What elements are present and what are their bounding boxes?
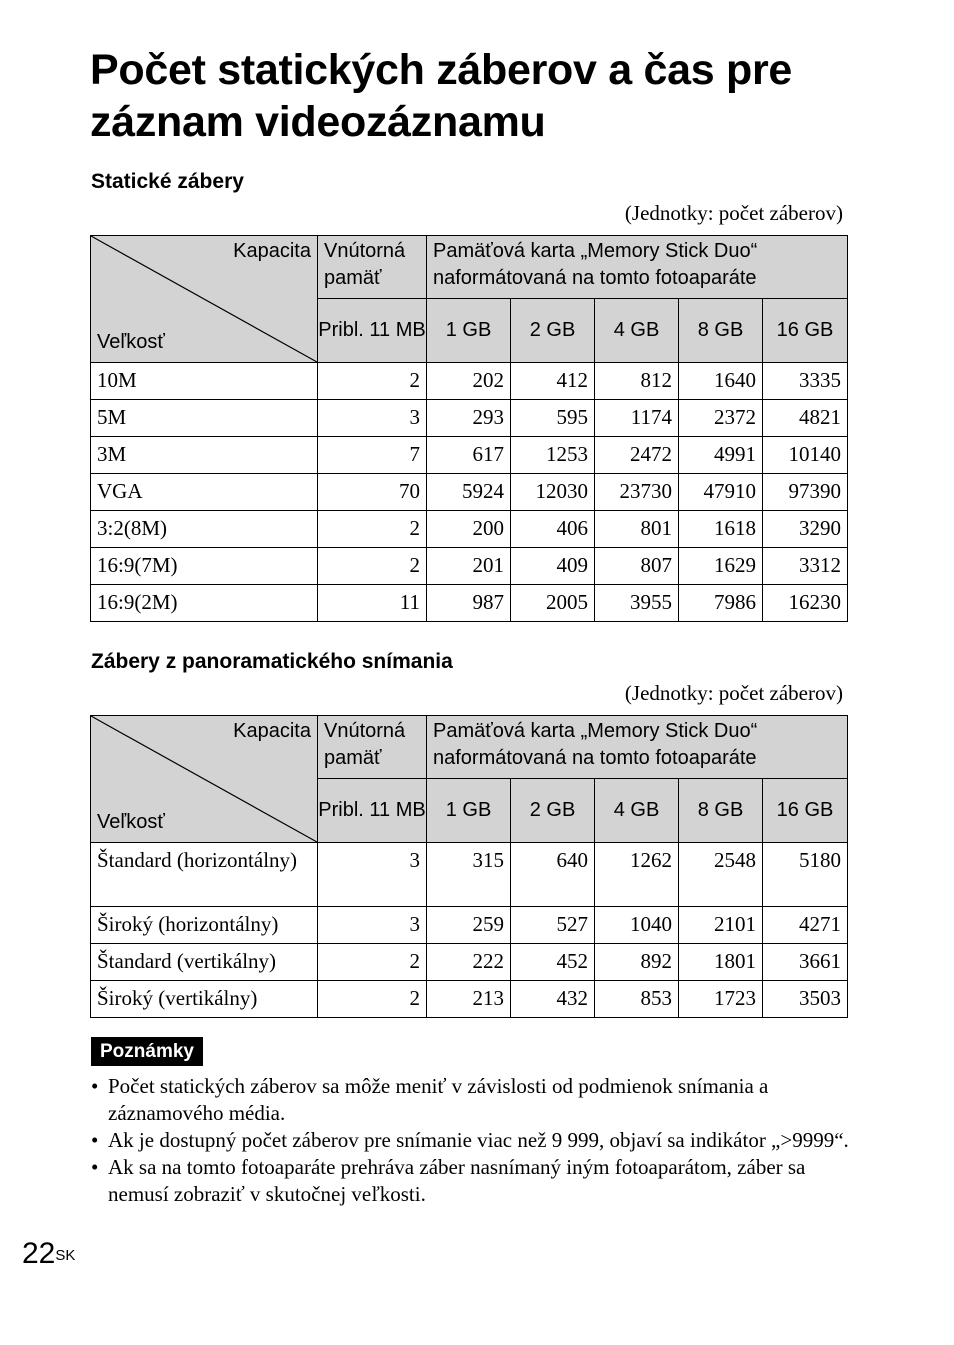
panorama-table xyxy=(90,715,848,1018)
row-label: Široký (vertikálny) xyxy=(91,981,318,1018)
table-cell: 406 xyxy=(511,511,595,548)
internal-memory-header: Vnútorná pamäť xyxy=(318,716,427,779)
table-cell: 640 xyxy=(511,843,595,907)
table-row xyxy=(91,474,848,511)
table-row xyxy=(91,907,848,944)
capacity-label: Kapacita xyxy=(233,720,311,742)
table-cell: 409 xyxy=(511,548,595,585)
size-label: Veľkosť xyxy=(97,811,165,833)
table-cell: 97390 xyxy=(763,474,848,511)
table-cell: 853 xyxy=(595,981,679,1018)
still-heading: Statické zábery xyxy=(91,170,244,193)
page-number xyxy=(22,1236,75,1272)
table-cell: 201 xyxy=(427,548,511,585)
note-text: Ak sa na tomto fotoaparáte prehráva záber nasnímaný iným fotoaparátom, záber sa nemusí zobraziť v skutočnej veľkosti. xyxy=(108,1155,806,1206)
row-label: 16:9(7M) xyxy=(91,548,318,585)
table-cell: 213 xyxy=(427,981,511,1018)
row-label: 10M xyxy=(91,363,318,400)
table-cell: 7 xyxy=(318,437,427,474)
table-cell: 259 xyxy=(427,907,511,944)
table-cell: 2101 xyxy=(679,907,763,944)
notes-list xyxy=(91,1073,861,1208)
table-cell: 3 xyxy=(318,400,427,437)
table-row xyxy=(91,363,848,400)
page-title: Počet statických záberov a čas pre záznam videozáznamu xyxy=(90,46,793,146)
size-header-2gb: 2 GB xyxy=(511,299,595,363)
row-label: 16:9(2M) xyxy=(91,585,318,622)
table-cell: 432 xyxy=(511,981,595,1018)
table-cell: 412 xyxy=(511,363,595,400)
table-cell: 2 xyxy=(318,944,427,981)
note-text: Počet statických záberov sa môže meniť v závislosti od podmienok snímania a záznamového média. xyxy=(108,1074,769,1125)
row-label: Štandard (horizontálny) xyxy=(91,843,318,907)
table-cell: 1262 xyxy=(595,843,679,907)
table-cell: 1040 xyxy=(595,907,679,944)
table-cell: 47910 xyxy=(679,474,763,511)
size-header-8gb: 8 GB xyxy=(679,299,763,363)
table-cell: 2 xyxy=(318,981,427,1018)
approx-header: Pribl. 11 MB xyxy=(318,779,427,843)
table-cell: 617 xyxy=(427,437,511,474)
table-cell: 202 xyxy=(427,363,511,400)
table-row xyxy=(91,511,848,548)
size-header-1gb: 1 GB xyxy=(427,299,511,363)
row-label: 5M xyxy=(91,400,318,437)
notes-label: Poznámky xyxy=(91,1037,203,1066)
table-cell: 1253 xyxy=(511,437,595,474)
table-cell: 1801 xyxy=(679,944,763,981)
table-cell: 3312 xyxy=(763,548,848,585)
table-row xyxy=(91,981,848,1018)
note-item xyxy=(91,1073,861,1127)
table-cell: 807 xyxy=(595,548,679,585)
table-cell: 11 xyxy=(318,585,427,622)
row-label: Široký (horizontálny) xyxy=(91,907,318,944)
table-cell: 4821 xyxy=(763,400,848,437)
note-item xyxy=(91,1154,861,1208)
table-cell: 5180 xyxy=(763,843,848,907)
note-item xyxy=(91,1127,861,1154)
card-header: Pamäťová karta „Memory Stick Duo“ naformátovaná na tomto fotoaparáte xyxy=(427,236,848,299)
table-cell: 2005 xyxy=(511,585,595,622)
table-cell: 5924 xyxy=(427,474,511,511)
internal-memory-header: Vnútorná pamäť xyxy=(318,236,427,299)
table-cell: 595 xyxy=(511,400,595,437)
table-cell: 3 xyxy=(318,843,427,907)
table-cell: 987 xyxy=(427,585,511,622)
size-header-4gb: 4 GB xyxy=(595,299,679,363)
panorama-units: (Jednotky: počet záberov) xyxy=(624,681,843,705)
page-number-value: 22 xyxy=(22,1237,56,1270)
table-cell: 2548 xyxy=(679,843,763,907)
bullet-icon: • xyxy=(91,1128,99,1152)
table-cell: 3335 xyxy=(763,363,848,400)
row-label: VGA xyxy=(91,474,318,511)
panorama-heading: Zábery z panoramatického snímania xyxy=(91,650,453,673)
size-label: Veľkosť xyxy=(97,331,165,353)
bullet-icon: • xyxy=(91,1155,99,1179)
table-cell: 222 xyxy=(427,944,511,981)
size-header-8gb: 8 GB xyxy=(679,779,763,843)
table-row xyxy=(91,843,848,907)
table-cell: 3503 xyxy=(763,981,848,1018)
table-cell: 23730 xyxy=(595,474,679,511)
table-cell: 892 xyxy=(595,944,679,981)
row-label: Štandard (vertikálny) xyxy=(91,944,318,981)
size-header-1gb: 1 GB xyxy=(427,779,511,843)
table-cell: 3290 xyxy=(763,511,848,548)
corner-header xyxy=(91,716,318,843)
table-cell: 2472 xyxy=(595,437,679,474)
table-cell: 3955 xyxy=(595,585,679,622)
table-cell: 10140 xyxy=(763,437,848,474)
table-cell: 4271 xyxy=(763,907,848,944)
table-cell: 70 xyxy=(318,474,427,511)
row-label: 3M xyxy=(91,437,318,474)
approx-header: Pribl. 11 MB xyxy=(318,299,427,363)
table-cell: 315 xyxy=(427,843,511,907)
row-label: 3:2(8M) xyxy=(91,511,318,548)
table-cell: 3 xyxy=(318,907,427,944)
size-header-4gb: 4 GB xyxy=(595,779,679,843)
table-cell: 2 xyxy=(318,363,427,400)
page-language: SK xyxy=(55,1247,76,1264)
table-cell: 2 xyxy=(318,548,427,585)
table-cell: 3661 xyxy=(763,944,848,981)
table-cell: 1723 xyxy=(679,981,763,1018)
table-cell: 293 xyxy=(427,400,511,437)
capacity-label: Kapacita xyxy=(233,240,311,262)
note-text: Ak je dostupný počet záberov pre snímanie viac než 9 999, objaví sa indikátor „>9999“. xyxy=(108,1128,849,1152)
table-cell: 801 xyxy=(595,511,679,548)
table-row xyxy=(91,400,848,437)
table-row xyxy=(91,548,848,585)
table-cell: 1618 xyxy=(679,511,763,548)
table-cell: 1629 xyxy=(679,548,763,585)
table-cell: 4991 xyxy=(679,437,763,474)
table-cell: 1174 xyxy=(595,400,679,437)
table-cell: 2372 xyxy=(679,400,763,437)
table-row xyxy=(91,585,848,622)
table-row xyxy=(91,437,848,474)
size-header-2gb: 2 GB xyxy=(511,779,595,843)
card-header: Pamäťová karta „Memory Stick Duo“ naformátovaná na tomto fotoaparáte xyxy=(427,716,848,779)
table-row xyxy=(91,944,848,981)
table-cell: 812 xyxy=(595,363,679,400)
table-cell: 452 xyxy=(511,944,595,981)
table-cell: 1640 xyxy=(679,363,763,400)
still-units: (Jednotky: počet záberov) xyxy=(624,201,843,225)
size-header-16gb: 16 GB xyxy=(763,299,848,363)
table-cell: 7986 xyxy=(679,585,763,622)
table-cell: 12030 xyxy=(511,474,595,511)
table-cell: 200 xyxy=(427,511,511,548)
table-cell: 2 xyxy=(318,511,427,548)
corner-header xyxy=(91,236,318,363)
size-header-16gb: 16 GB xyxy=(763,779,848,843)
table-cell: 16230 xyxy=(763,585,848,622)
table-cell: 527 xyxy=(511,907,595,944)
still-table xyxy=(90,235,848,622)
bullet-icon: • xyxy=(91,1074,99,1098)
